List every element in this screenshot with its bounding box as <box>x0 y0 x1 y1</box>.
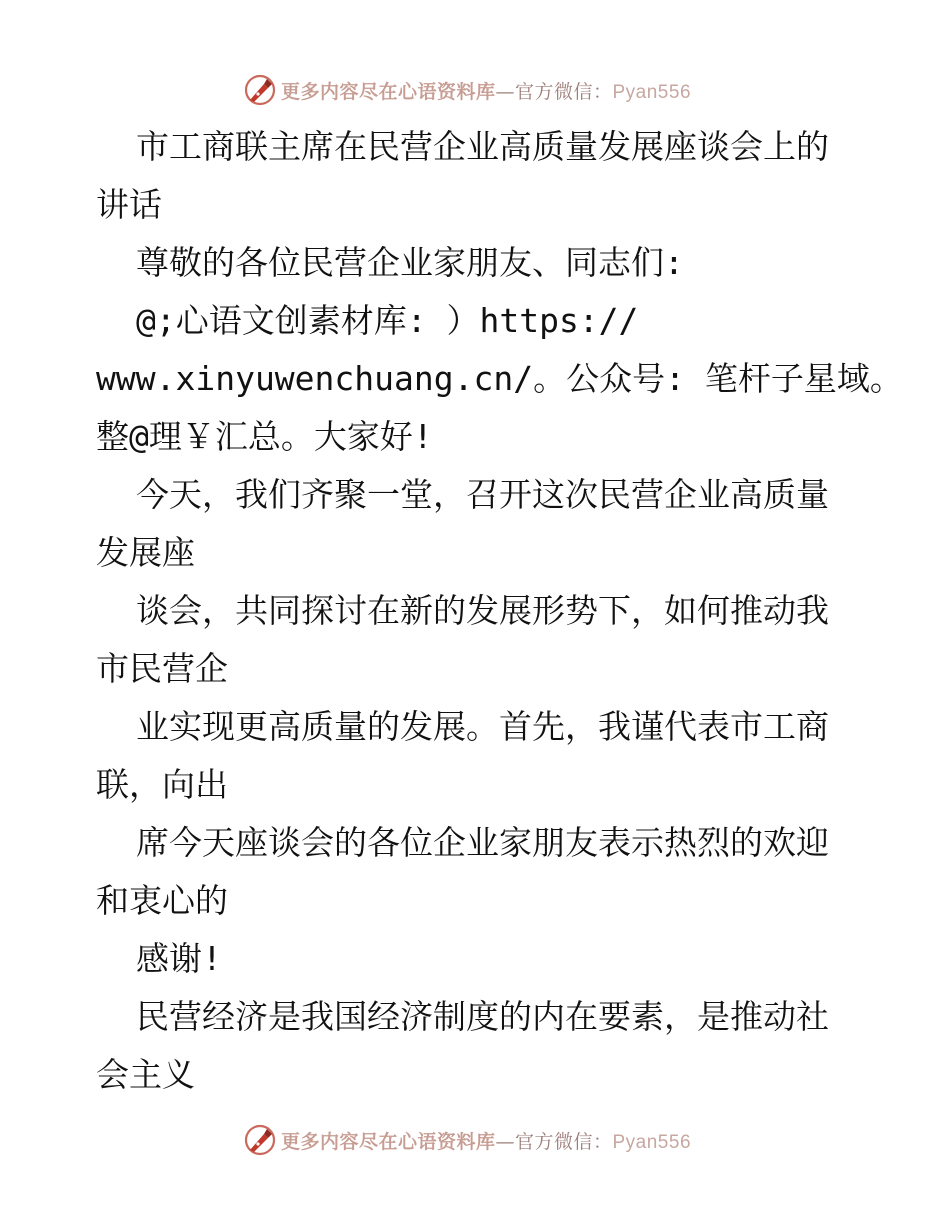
document-line: 今天，我们齐聚一堂，召开这次民营企业高质量 <box>136 475 829 514</box>
document-line: 业实现更高质量的发展。首先，我谨代表市工商 <box>136 707 829 746</box>
document-line: 席今天座谈会的各位企业家朋友表示热烈的欢迎 <box>136 823 829 862</box>
pen-nib-logo-icon <box>243 1123 277 1157</box>
banner-lead-text: 更多内容尽在心语资料库 <box>280 1130 496 1153</box>
document-line: @;心语文创素材库: ）https:// <box>136 301 639 340</box>
header-watermark-banner <box>0 70 950 110</box>
banner-text <box>281 1127 691 1154</box>
document-line: 感谢! <box>136 939 222 978</box>
document-line: 会主义 <box>96 1055 195 1094</box>
document-line: 整@理￥汇总。大家好! <box>96 417 433 456</box>
document-line: 民营经济是我国经济制度的内在要素，是推动社 <box>136 997 829 1036</box>
banner-wechat-label: —官方微信： <box>495 1130 613 1153</box>
document-line: 谈会，共同探讨在新的发展形势下，如何推动我 <box>136 591 829 630</box>
document-line: 市工商联主席在民营企业高质量发展座谈会上的 <box>136 127 829 166</box>
document-line: 尊敬的各位民营企业家朋友、同志们: <box>136 243 684 282</box>
footer-watermark-banner <box>0 1120 950 1160</box>
document-line: 和衷心的 <box>96 881 228 920</box>
document-line: 联，向出 <box>96 765 228 804</box>
banner-wechat-id: Pyan556 <box>612 81 692 103</box>
document-line: www.xinyuwenchuang.cn/。公众号: 笔杆子星域。 <box>96 359 903 398</box>
banner-wechat-id: Pyan556 <box>612 1131 692 1153</box>
document-line: 市民营企 <box>96 649 228 688</box>
banner-lead-text: 更多内容尽在心语资料库 <box>280 80 496 103</box>
document-line: 讲话 <box>96 185 162 224</box>
banner-text <box>281 77 691 104</box>
document-line: 发展座 <box>96 533 195 572</box>
document-body <box>96 118 903 1104</box>
pen-nib-logo-icon <box>243 73 277 107</box>
banner-wechat-label: —官方微信： <box>495 80 613 103</box>
